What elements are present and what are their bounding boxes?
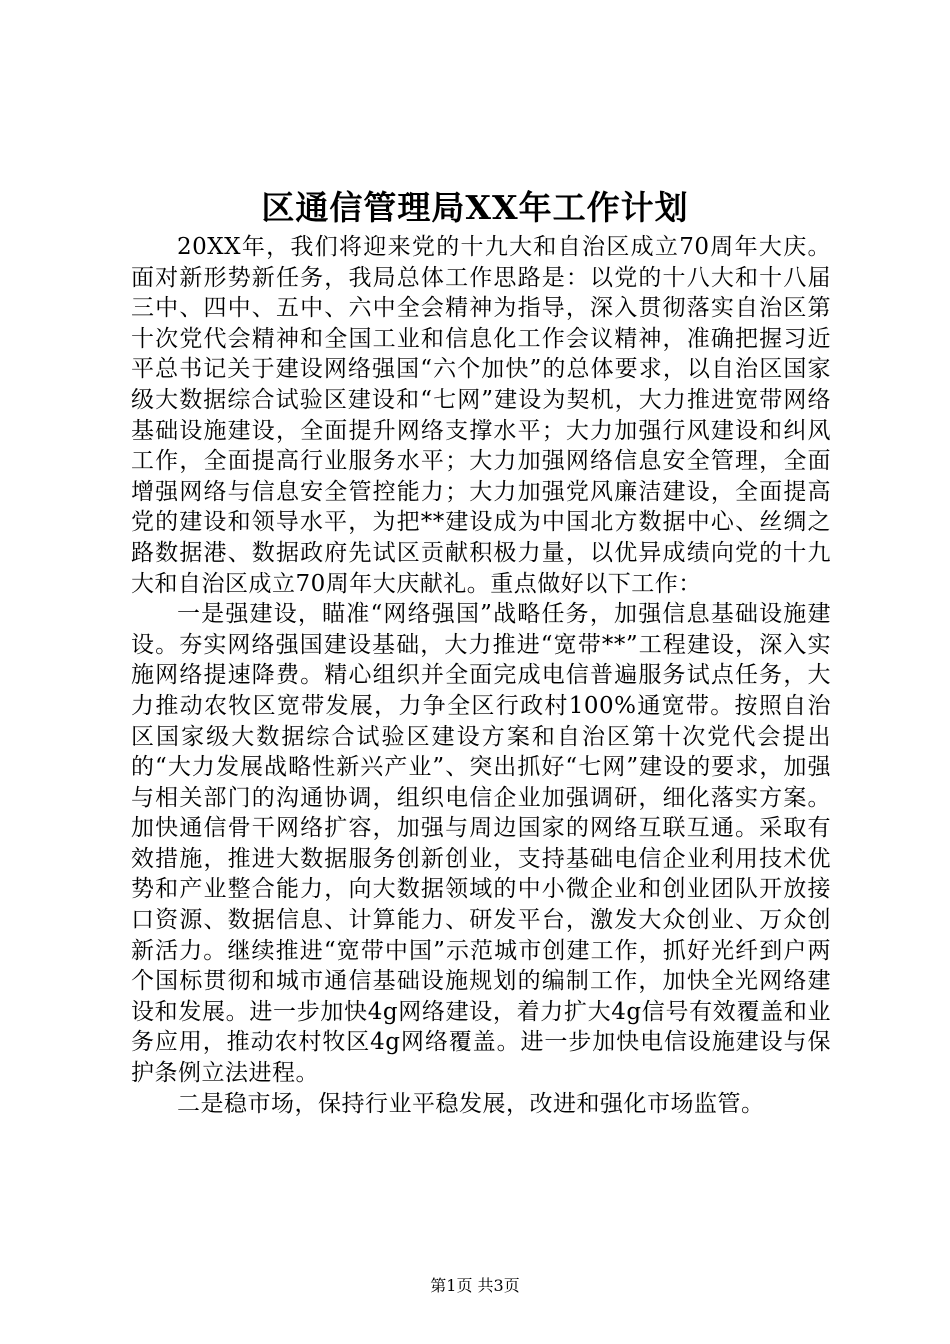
paragraph-construction: 一是强建设，瞄准“网络强国”战略任务，加强信息基础设施建设。夯实网络强国建设基础，大力推进“宽带**”工程建设，深入实施网络提速降费。精心组织并全面完成电信普遍服务试点任务，大力推动农牧区宽带发展，力争全区行政村100%通宽带。按照自治区国家级大数据综合试验区建设方案和自治区第十次党代会提出的“大力发展战略性新兴产业”、突出抓好“七网”建设的要求，加强与相关部门的沟通协调，组织电信企业加强调研，细化落实方案。加快通信骨干网络扩容，加强与周边国家的网络互联互通。采取有效措施，推进大数据服务创新创业，支持基础电信企业利用技术优势和产业整合能力，向大数据领域的中小微企业和创业团队开放接口资源、数据信息、计算能力、研发平台，激发大众创业、万众创新活力。继续推进“宽带中国”示范城市创建工作，抓好光纤到户两个国标贯彻和城市通信基础设施规划的编制工作，加快全光网络建设和发展。进一步加快4g网络建设，着力扩大4g信号有效覆盖和业务应用，推动农村牧区4g网络覆盖。进一步加快电信设施建设与保护条例立法进程。 — [131, 601, 831, 1087]
paragraph-intro: 20XX年，我们将迎来党的十九大和自治区成立70周年大庆。面对新形势新任务，我局总体工作思路是：以党的十八大和十八届三中、四中、五中、六中全会精神为指导，深入贯彻落实自治区第十次党代会精神和全国工业和信息化工作会议精神，准确把握习近平总书记关于建设网络强国“六个加快”的总体要求，以自治区国家级大数据综合试验区建设和“七网”建设为契机，大力推进宽带网络基础设施建设，全面提升网络支撑水平；大力加强行风建设和纠风工作，全面提高行业服务水平；大力加强网络信息安全管理，全面增强网络与信息安全管控能力；大力加强党风廉洁建设，全面提高党的建设和领导水平，为把**建设成为中国北方数据中心、丝绸之路数据港、数据政府先试区贡献积极力量，以优异成绩向党的十九大和自治区成立70周年大庆献礼。重点做好以下工作： — [131, 234, 831, 597]
document-title: 区通信管理局XX年工作计划 — [261, 188, 689, 227]
page-footer: 第1页 共3页 — [430, 1276, 520, 1295]
paragraph-market: 二是稳市场，保持行业平稳发展，改进和强化市场监管。 — [177, 1090, 765, 1117]
document-body — [131, 232, 831, 1119]
